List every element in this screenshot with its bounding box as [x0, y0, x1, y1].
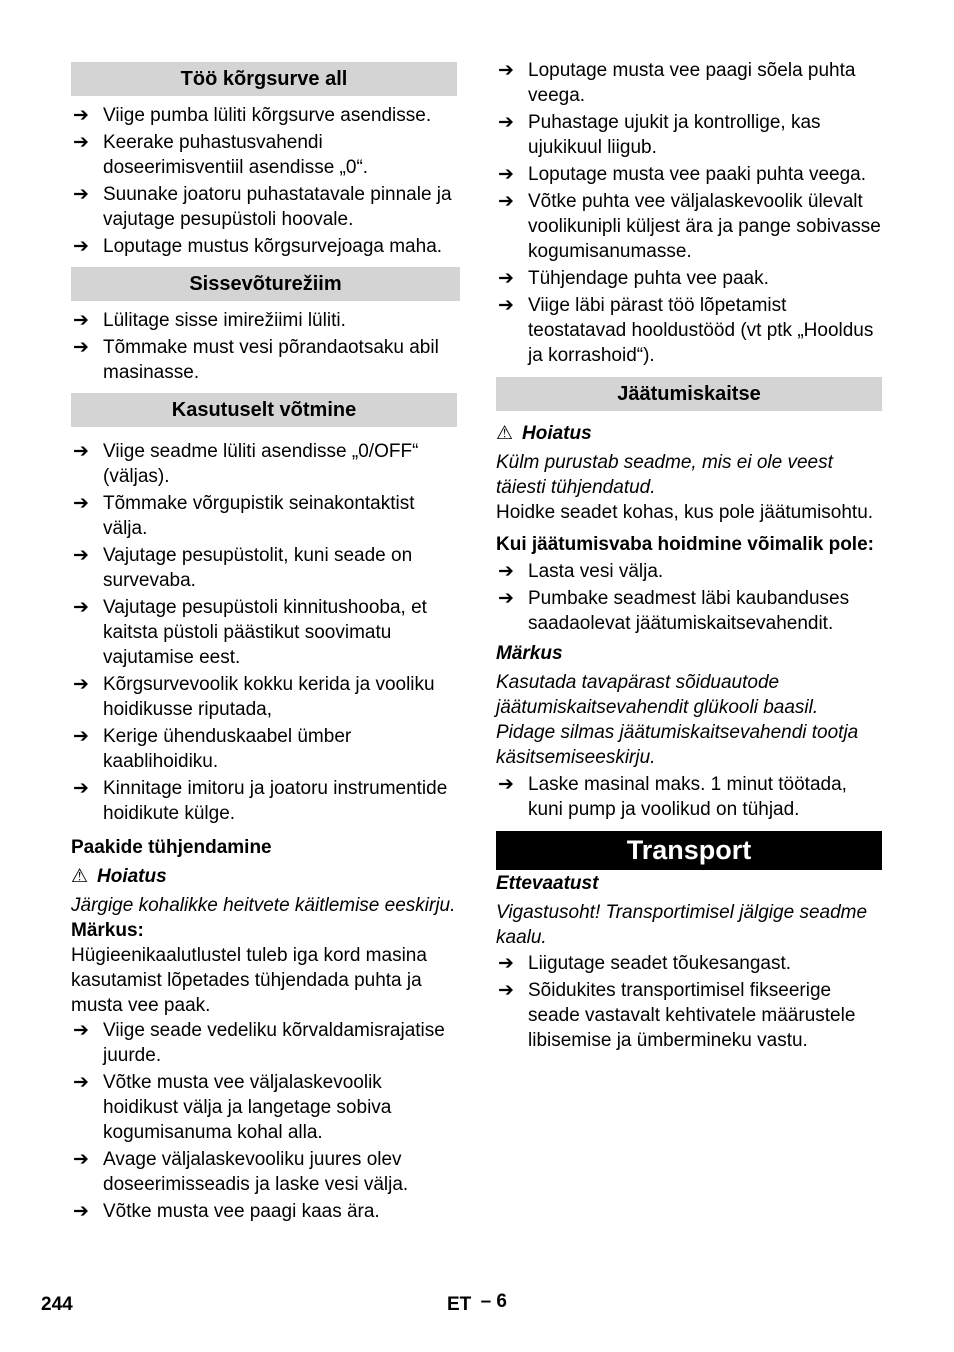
list-item-text: Kerige ühenduskaabel ümber kaablihoidiku.	[103, 726, 352, 772]
warning-triangle-icon: ⚠	[496, 423, 514, 444]
arrow-right-icon: ➔	[73, 441, 89, 462]
arrow-right-icon: ➔	[73, 545, 89, 566]
list-item	[71, 776, 460, 826]
arrow-right-icon: ➔	[73, 337, 89, 358]
list-item-text: Suunake joatoru puhastatavale pinnale ja vajutage pesupüstoli hoovale.	[103, 184, 452, 230]
list-item	[71, 308, 460, 333]
list-frost-final	[496, 772, 882, 822]
list-item	[71, 1147, 460, 1197]
list-item	[71, 595, 460, 670]
caution-text: Vigastusoht! Transportimisel jälgige seadme kaalu.	[496, 902, 868, 948]
warning-triangle-icon: ⚠	[71, 866, 89, 887]
list-transport	[496, 951, 882, 1053]
note-label: Märkus:	[71, 920, 144, 941]
list-item-text: Liigutage seadet tõukesangast.	[528, 953, 792, 974]
list-suction-mode	[71, 308, 460, 385]
list-high-pressure	[71, 103, 460, 259]
list-item	[71, 543, 460, 593]
frost-text: Hoidke seadet kohas, kus pole jäätumisohtu.	[496, 502, 874, 523]
list-item	[496, 162, 882, 187]
arrow-right-icon: ➔	[498, 268, 514, 289]
list-cleaning	[496, 58, 882, 368]
arrow-right-icon: ➔	[498, 588, 514, 609]
list-tank-emptying	[71, 1018, 460, 1224]
list-item-text: Viige seadme lüliti asendisse „0/OFF“ (väljas).	[103, 441, 419, 487]
list-item	[71, 439, 460, 489]
list-item	[496, 58, 882, 108]
list-item-text: Loputage mustus kõrgsurvejoaga maha.	[103, 236, 443, 257]
list-item	[71, 182, 460, 232]
list-item	[71, 1018, 460, 1068]
list-item-text: Keerake puhastusvahendi doseerimisventiil asendisse „0“.	[103, 132, 369, 178]
list-item-text: Laske masinal maks. 1 minut töötada, kuni pump ja voolikud on tühjad.	[528, 774, 847, 820]
list-item-text: Avage väljalaskevooliku juures olev doseerimisseadis ja laske vesi välja.	[103, 1149, 409, 1195]
arrow-right-icon: ➔	[73, 726, 89, 747]
heading-suction-mode: Sissevõturežiim	[71, 267, 460, 301]
list-item	[71, 1199, 460, 1224]
list-item	[496, 266, 882, 291]
heading-decommission: Kasutuselt võtmine	[71, 393, 457, 427]
left-column	[71, 62, 460, 1224]
list-item	[496, 189, 882, 264]
list-item-text: Kinnitage imitoru ja joatoru instrumentide hoidikute külge.	[103, 778, 448, 824]
list-item-text: Loputage musta vee paagi sõela puhta veega.	[528, 60, 856, 106]
list-item	[496, 110, 882, 160]
list-decommission	[71, 439, 460, 826]
list-item-text: Viige läbi pärast töö lõpetamist teostatavad hooldustööd (vt ptk „Hooldus ja korrashoid“).	[528, 295, 874, 366]
arrow-right-icon: ➔	[73, 105, 89, 126]
list-item	[71, 103, 460, 128]
note-text: Kasutada tavapärast sõiduautode jäätumiskaitsevahendit glükooli baasil. Pidage silmas jäätumiskaitsevahendi tootja käsitsemiseeskirju.	[496, 672, 859, 768]
arrow-right-icon: ➔	[498, 774, 514, 795]
list-item-text: Viige pumba lüliti kõrgsurve asendisse.	[103, 105, 432, 126]
list-item-text: Lasta vesi välja.	[528, 561, 664, 582]
list-item	[496, 772, 882, 822]
list-item-text: Tõmmake must vesi põrandaotsaku abil masinasse.	[103, 337, 439, 383]
list-item-text: Kõrgsurvevoolik kokku kerida ja vooliku hoidikusse riputada,	[103, 674, 435, 720]
list-item	[71, 234, 460, 259]
warning-label: ⚠ Hoiatus	[71, 866, 167, 887]
arrow-right-icon: ➔	[498, 164, 514, 185]
heading-transport: Transport	[496, 831, 882, 870]
list-item	[496, 978, 882, 1053]
heading-frost-protection: Jäätumiskaitse	[496, 377, 882, 411]
arrow-right-icon: ➔	[498, 60, 514, 81]
arrow-right-icon: ➔	[498, 191, 514, 212]
arrow-right-icon: ➔	[73, 778, 89, 799]
warning-text: Külm purustab seadme, mis ei ole veest täiesti tühjendatud.	[496, 452, 833, 498]
list-item-text: Loputage musta vee paaki puhta veega.	[528, 164, 867, 185]
list-item-text: Tõmmake võrgupistik seinakontaktist välja.	[103, 493, 415, 539]
list-item-text: Lülitage sisse imirežiimi lüliti.	[103, 310, 346, 331]
list-item	[71, 491, 460, 541]
arrow-right-icon: ➔	[73, 1020, 89, 1041]
heading-high-pressure: Töö kõrgsurve all	[71, 62, 457, 96]
page-number: 244	[41, 1294, 73, 1315]
list-item-text: Vajutage pesupüstolit, kuni seade on survevaba.	[103, 545, 413, 591]
footer-lang: ET – 6	[447, 1291, 507, 1315]
arrow-right-icon: ➔	[73, 1072, 89, 1093]
list-item	[71, 1070, 460, 1145]
list-item-text: Sõidukites transportimisel fikseerige seade vastavalt kehtivatele määrustele libisemise ja ümbermineku vastu.	[528, 980, 856, 1051]
frost-subheading: Kui jäätumisvaba hoidmine võimalik pole:	[496, 534, 874, 555]
arrow-right-icon: ➔	[73, 493, 89, 514]
list-item	[71, 335, 460, 385]
arrow-right-icon: ➔	[73, 674, 89, 695]
arrow-right-icon: ➔	[498, 112, 514, 133]
warning-text: Järgige kohalikke heitvete käitlemise eeskirju.	[71, 895, 456, 916]
arrow-right-icon: ➔	[73, 310, 89, 331]
list-item	[496, 293, 882, 368]
list-item	[71, 724, 460, 774]
list-item-text: Vajutage pesupüstoli kinnitushooba, et kaitsta püstoli päästikut soovimatu vajutamise eest.	[103, 597, 427, 668]
list-item-text: Pumbake seadmest läbi kaubanduses saadaolevat jäätumiskaitsevahendit.	[528, 588, 850, 634]
arrow-right-icon: ➔	[73, 132, 89, 153]
warning-label: ⚠ Hoiatus	[496, 423, 592, 444]
arrow-right-icon: ➔	[73, 597, 89, 618]
arrow-right-icon: ➔	[73, 184, 89, 205]
arrow-right-icon: ➔	[498, 295, 514, 316]
note-text: Hügieenikaalutlustel tuleb iga kord masina kasutamist lõpetades tühjendada puhta ja musta vee paak.	[71, 945, 427, 1016]
list-item-text: Puhastage ujukit ja kontrollige, kas ujukikuul liigub.	[528, 112, 821, 158]
arrow-right-icon: ➔	[73, 236, 89, 257]
list-item-text: Võtke musta vee väljalaskevoolik hoidikust välja ja langetage sobiva kogumisanuma kohal alla.	[103, 1072, 392, 1143]
list-item	[496, 951, 882, 976]
list-item-text: Viige seade vedeliku kõrvaldamisrajatise juurde.	[103, 1020, 445, 1066]
list-item-text: Tühjendage puhta vee paak.	[528, 268, 769, 289]
list-item	[71, 130, 460, 180]
arrow-right-icon: ➔	[73, 1201, 89, 1222]
list-item	[71, 672, 460, 722]
list-frost	[496, 559, 882, 636]
caution-label: Ettevaatust	[496, 873, 599, 894]
list-item-text: Võtke puhta vee väljalaskevoolik ülevalt voolikunipli küljest ära ja pange sobivasse kogumisanumasse.	[528, 191, 881, 262]
note-label: Märkus	[496, 643, 563, 664]
arrow-right-icon: ➔	[73, 1149, 89, 1170]
right-column	[496, 62, 882, 1053]
list-item-text: Võtke musta vee paagi kaas ära.	[103, 1201, 380, 1222]
arrow-right-icon: ➔	[498, 561, 514, 582]
arrow-right-icon: ➔	[498, 980, 514, 1001]
list-item	[496, 586, 882, 636]
heading-tank-emptying: Paakide tühjendamine	[71, 837, 272, 858]
arrow-right-icon: ➔	[498, 953, 514, 974]
list-item	[496, 559, 882, 584]
